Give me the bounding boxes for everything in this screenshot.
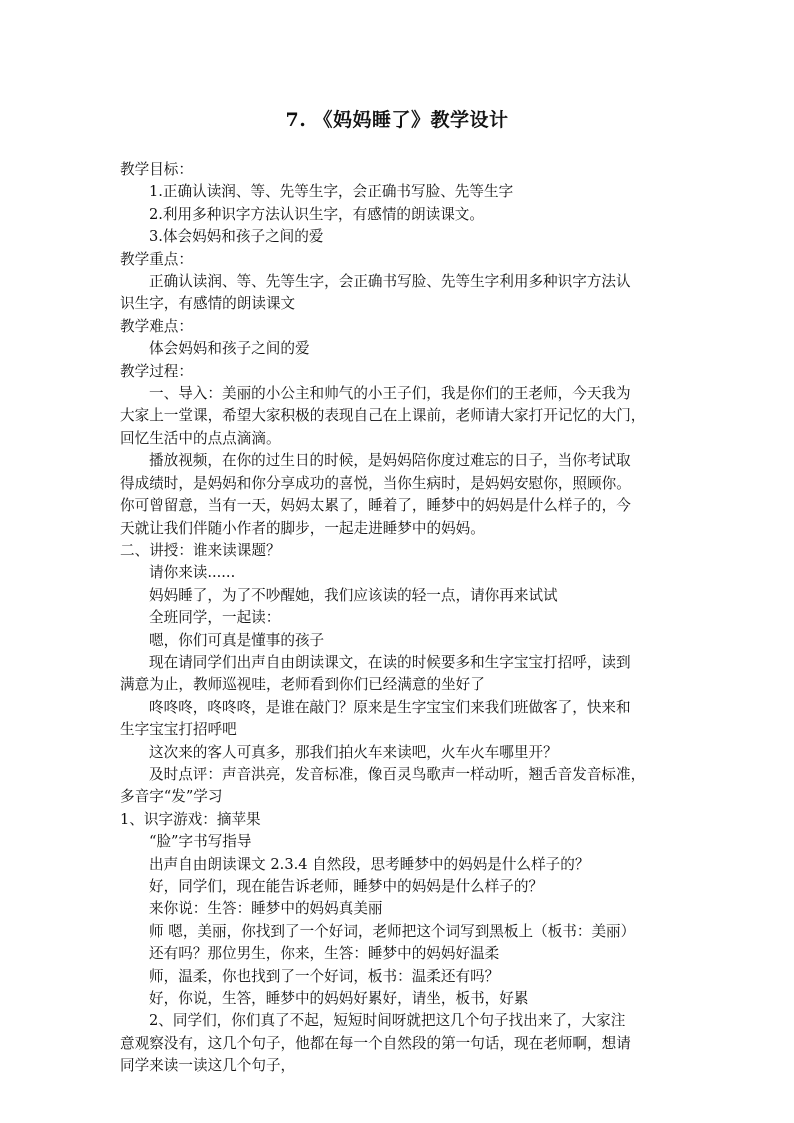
text-line: 现在请同学们出声自由朗读课文，在读的时候要多和生字宝宝打招呼，读到 bbox=[149, 653, 631, 671]
text-line: 满意为止，教师巡视哇，老师看到你们已经满意的坐好了 bbox=[120, 676, 485, 694]
text-line: 这次来的客人可真多，那我们拍火车来读吧，火车火车哪里开？ bbox=[149, 743, 558, 761]
text-line: 识生字，有感情的朗读课文 bbox=[120, 295, 296, 313]
text-line: 1、识字游戏：摘苹果 bbox=[120, 810, 261, 828]
document-body bbox=[120, 159, 680, 1078]
text-line: 好，同学们，现在能告诉老师，睡梦中的妈妈是什么样子的？ bbox=[149, 878, 544, 895]
text-line: 意观察没有，这几个句子，他都在每一个自然段的第一句话，现在老师啊，想请 bbox=[120, 1034, 631, 1052]
text-line: 1.正确认读润、等、先等生字，会正确书写脸、先等生字 bbox=[149, 183, 514, 201]
text-line: 多音字“发”学习 bbox=[120, 788, 223, 806]
text-line: 回忆生活中的点点滴滴。 bbox=[120, 429, 281, 447]
text-line: 咚咚咚，咚咚咚，是谁在敲门？原来是生字宝宝们来我们班做客了，快来和 bbox=[149, 698, 631, 716]
text-line: 妈妈睡了，为了不吵醒她，我们应该读的轻一点，请你再来试试 bbox=[149, 586, 558, 604]
text-line: 全班同学，一起读： bbox=[149, 609, 281, 627]
text-line: 及时点评：声音洪亮，发音标准，像百灵鸟歌声一样动听，翘舌音发音标准， bbox=[149, 765, 646, 783]
text-line: 生字宝宝打招呼吧 bbox=[120, 721, 237, 739]
text-line: 好，你说，生答，睡梦中的妈妈好累好，请坐，板书，好累 bbox=[149, 990, 529, 1008]
text-line: 天就让我们伴随小作者的脚步，一起走进睡梦中的妈妈。 bbox=[120, 519, 485, 537]
text-line: 播放视频，在你的过生日的时候，是妈妈陪你度过难忘的日子，当你考试取 bbox=[149, 452, 631, 470]
text-line: 来你说：生答：睡梦中的妈妈真美丽 bbox=[149, 900, 383, 918]
text-line: 2.利用多种识字方法认识生字，有感情的朗读课文。 bbox=[149, 205, 484, 223]
text-line: 教学难点： bbox=[120, 317, 193, 335]
text-line: 请你来读...... bbox=[149, 564, 236, 582]
text-line: 同学来读一读这几个句子， bbox=[120, 1057, 296, 1075]
text-line: 正确认读润、等、先等生字，会正确书写脸、先等生字利用多种识字方法认 bbox=[149, 273, 631, 291]
text-line: 2、同学们，你们真了不起，短短时间呀就把这几个句子找出来了，大家注 bbox=[149, 1012, 626, 1030]
text-line: 大家上一堂课，希望大家积极的表现自己在上课前，老师请大家打开记忆的大门， bbox=[120, 407, 646, 425]
text-line: 教学过程： bbox=[120, 362, 193, 380]
text-line: 还有吗？那位男生，你来，生答：睡梦中的妈妈好温柔 bbox=[149, 945, 500, 963]
document-title: 7. 《妈妈睡了》教学设计 bbox=[285, 109, 509, 131]
text-line: 师 嗯，美丽，你找到了一个好词，老师把这个词写到黑板上（板书：美丽） bbox=[149, 922, 636, 940]
text-line: 3.体会妈妈和孩子之间的爱 bbox=[149, 228, 324, 246]
text-line: 体会妈妈和孩子之间的爱 bbox=[149, 340, 310, 358]
text-line: “脸”字书写指导 bbox=[149, 833, 252, 851]
text-line: 教学目标： bbox=[120, 161, 193, 178]
text-line: 一、导入：美丽的小公主和帅气的小王子们，我是你们的王老师，今天我为 bbox=[149, 385, 631, 403]
text-line: 得成绩时，是妈妈和你分享成功的喜悦，当你生病时，是妈妈安慰你，照顾你。 bbox=[120, 474, 631, 492]
text-line: 二、讲授：谁来读课题？ bbox=[120, 541, 281, 559]
text-line: 教学重点： bbox=[120, 250, 193, 268]
text-line: 出声自由朗读课文 2.3.4 自然段，思考睡梦中的妈妈是什么样子的？ bbox=[149, 855, 590, 873]
text-line: 师，温柔，你也找到了一个好词，板书：温柔还有吗？ bbox=[149, 967, 500, 985]
text-line: 嗯，你们可真是懂事的孩子 bbox=[149, 631, 325, 649]
text-line: 你可曾留意，当有一天，妈妈太累了，睡着了，睡梦中的妈妈是什么样子的，今 bbox=[120, 497, 631, 515]
